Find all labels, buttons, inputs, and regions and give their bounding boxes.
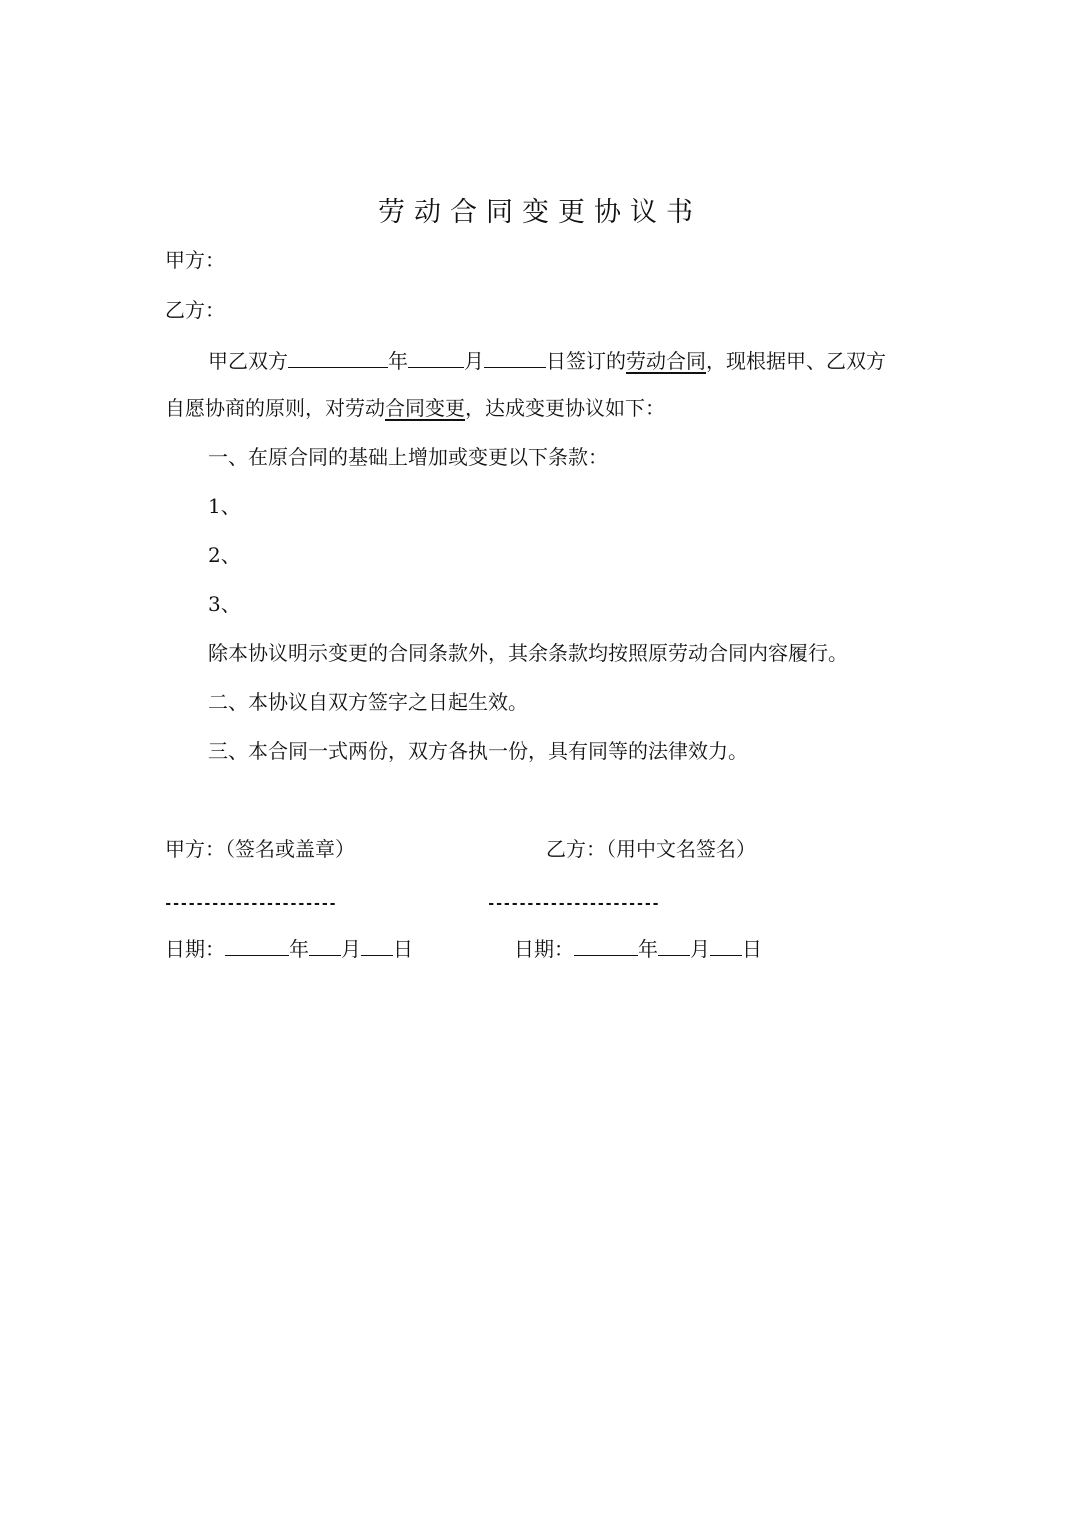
year-blank[interactable] [288, 347, 388, 368]
year-blank[interactable] [225, 935, 289, 956]
party-b-date-line [514, 935, 762, 961]
item-2: 2、 [208, 543, 241, 567]
party-a-line: 甲方： [165, 248, 225, 272]
intro-text: 日签订的 [546, 349, 626, 373]
day-label: 日 [742, 937, 762, 961]
year-label: 年 [638, 937, 658, 961]
clause-3: 三、本合同一式两份，双方各执一份，具有同等的法律效力。 [208, 739, 748, 763]
remainder-clause: 除本协议明示变更的合同条款外，其余条款均按照原劳动合同内容履行。 [208, 641, 848, 665]
month-label: 月 [464, 349, 484, 373]
year-label: 年 [289, 937, 309, 961]
month-label: 月 [690, 937, 710, 961]
party-b-signature-line[interactable]: ---------------------- [487, 896, 660, 912]
labor-contract-link[interactable]: 劳动合同 [626, 349, 706, 373]
intro-text: ，现根据甲、乙双方 [706, 349, 886, 373]
intro-paragraph-line-2 [165, 396, 665, 420]
month-label: 月 [341, 937, 361, 961]
day-blank[interactable] [361, 935, 393, 956]
date-label: 日期： [514, 937, 574, 961]
date-label: 日期： [165, 937, 225, 961]
intro-text: 自愿协商的原则，对劳动 [165, 396, 385, 420]
intro-text: ，达成变更协议如下： [465, 396, 665, 420]
document-title: 劳动合同变更协议书 [378, 197, 702, 228]
item-3: 3、 [208, 592, 241, 616]
month-blank[interactable] [658, 935, 690, 956]
year-blank[interactable] [574, 935, 638, 956]
party-b-line: 乙方： [165, 298, 225, 322]
day-blank[interactable] [484, 347, 546, 368]
year-label: 年 [388, 349, 408, 373]
month-blank[interactable] [408, 347, 464, 368]
contract-change-link[interactable]: 合同变更 [385, 396, 465, 420]
party-b-signature-label: 乙方：（用中文名签名） [546, 837, 756, 861]
item-1: 1、 [208, 494, 241, 518]
intro-text: 甲乙双方 [208, 349, 288, 373]
day-blank[interactable] [710, 935, 742, 956]
day-label: 日 [393, 937, 413, 961]
intro-paragraph-line-1 [208, 347, 886, 373]
party-a-signature-line[interactable]: ---------------------- [164, 896, 337, 912]
month-blank[interactable] [309, 935, 341, 956]
clause-1: 一、在原合同的基础上增加或变更以下条款： [208, 445, 608, 469]
clause-2: 二、本协议自双方签字之日起生效。 [208, 690, 528, 714]
party-a-date-line [165, 935, 413, 961]
party-a-signature-label: 甲方：（签名或盖章） [165, 837, 355, 861]
